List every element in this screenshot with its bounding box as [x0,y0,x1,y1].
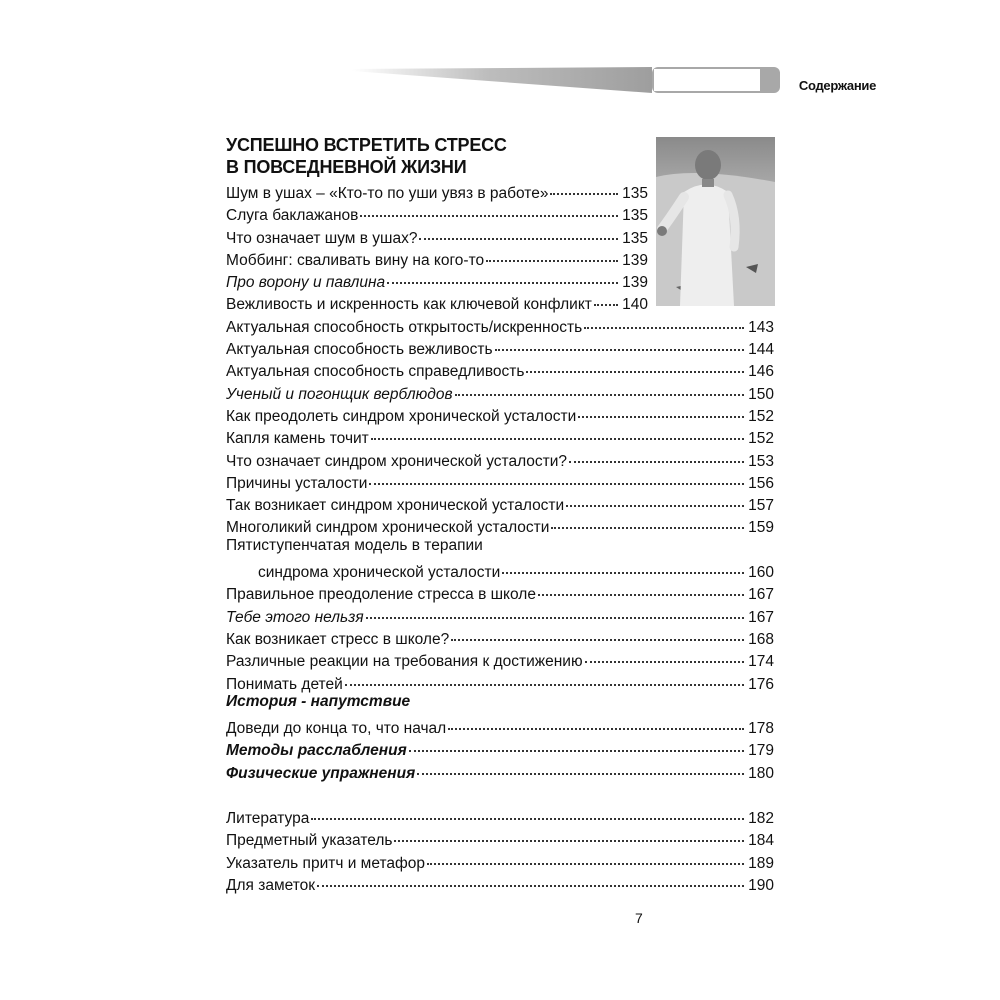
toc-entry-title: Физические упражнения [226,764,416,782]
dot-leader [317,867,744,887]
toc-entry-page: 157 [748,497,774,515]
dot-leader [371,420,744,440]
toc-entry-page: 152 [748,407,774,425]
dot-leader [578,398,744,418]
toc-entry-page: 180 [748,764,774,782]
toc-entry-title: Актуальная способность вежливость [226,341,493,359]
table-of-contents [226,178,774,892]
toc-entry-page: 144 [748,341,774,359]
toc-entry-title: Шум в ушах – «Кто-то по уши увяз в работе» [226,185,549,202]
toc-entry-page: 189 [748,854,774,872]
toc-entry-title: Правильное преодоление стресса в школе [226,586,536,604]
dot-leader [486,242,618,262]
toc-entry-page: 159 [748,519,774,537]
dot-leader [360,197,618,217]
toc-entry-title: Многоликий синдром хронической усталости [226,519,550,537]
section-title-line: УСПЕШНО ВСТРЕТИТЬ СТРЕСС [226,135,507,155]
toc-entry-title: Тебе этого нельзя [226,608,364,626]
toc-entry-page: 146 [748,363,774,381]
toc-entry-title: Моббинг: сваливать вину на кого-то [226,251,485,269]
toc-entry-page: 139 [622,274,648,292]
toc-entry-page: 168 [748,630,774,648]
toc-entry-title: Указатель притч и метафор [226,854,425,872]
dot-leader [502,554,744,574]
section-title-line: В ПОВСЕДНЕВНОЙ ЖИЗНИ [226,157,467,177]
toc-entry-title: Пятиступенчатая модель в терапии [226,536,483,554]
dot-leader [311,800,744,820]
dot-leader [427,845,744,865]
toc-entry-title: Как преодолеть синдром хронической усталости [226,407,577,425]
dot-leader [569,443,744,463]
toc-entry-title: Так возникает синдром хронической усталости [226,497,565,515]
toc-entry-title: Для заметок [226,876,316,894]
toc-entry-page: 178 [748,720,774,738]
toc-entry-page: 143 [748,318,774,336]
toc-entry-page: 167 [748,608,774,626]
toc-entry-title: Актуальная способность справедливость [226,363,525,381]
toc-entry-page: 179 [748,742,774,760]
toc-entry-title: Доведи до конца то, что начал [226,720,447,738]
toc-entry-title: Актуальная способность открытость/искренность [226,318,583,336]
dot-leader [419,220,618,240]
dot-leader [551,509,744,529]
dot-leader [394,822,744,842]
toc-entry-page: 135 [622,229,648,247]
toc-entry-page: 174 [748,653,774,671]
dot-leader [584,309,744,329]
dot-leader [495,331,744,351]
dot-leader [566,487,744,507]
toc-entry-page: 182 [748,810,774,828]
dot-leader [369,465,744,485]
toc-entry-page: 184 [748,832,774,850]
toc-entry-page: 139 [622,251,648,269]
dot-leader [451,621,744,641]
toc-entry-title: История - напутствие [226,692,411,710]
toc-entry-title: Понимать детей [226,675,343,693]
dot-leader [585,643,744,663]
toc-entry-page: 135 [622,207,648,225]
toc-entry-title: Методы расслабления [226,742,407,760]
toc-entry-title: синдрома хронической усталости [258,564,501,582]
toc-entry-title: Капля камень точит [226,430,369,448]
toc-entry-page: 135 [622,185,648,202]
dot-leader [417,755,744,775]
dot-leader [594,286,618,306]
toc-entry-title: Различные реакции на требования к достижению [226,653,583,671]
header-band [352,66,780,94]
toc-entry-page: 140 [622,296,648,314]
toc-entry-page: 153 [748,452,774,470]
toc-entry-page: 176 [748,675,774,693]
dot-leader [345,666,744,686]
toc-entry-title: Как возникает стресс в школе? [226,630,450,648]
toc-entry-page: 152 [748,430,774,448]
toc-entry-page: 150 [748,385,774,403]
dot-leader [366,599,744,619]
dot-leader [455,376,744,396]
toc-entry-title: Ученый и погонщик верблюдов [226,385,453,403]
toc-entry-page: 160 [748,564,774,582]
header-label: Содержание [798,78,876,93]
toc-entry-title: Что означает синдром хронической усталости? [226,452,568,470]
toc-entry-page: 190 [748,876,774,894]
dot-leader [387,264,618,284]
toc-entry-title: Литература [226,810,310,828]
section-title [226,134,646,178]
toc-entry-title: Что означает шум в ушах? [226,229,418,247]
dot-leader [550,175,618,195]
toc-entry-page: 156 [748,474,774,492]
dot-leader [538,576,744,596]
dot-leader [409,732,744,752]
toc-entry-page: 167 [748,586,774,604]
dot-leader [526,353,744,373]
toc-entry-title: Слуга баклажанов [226,207,359,225]
dot-leader [448,710,744,730]
toc-entry-title: Вежливость и искренность как ключевой конфликт [226,296,592,314]
toc-entry-title: Причины усталости [226,474,368,492]
toc-entry-title: Про ворону и павлина [226,274,386,292]
toc-entry-title: Предметный указатель [226,832,393,850]
page-number: 7 [635,910,643,926]
